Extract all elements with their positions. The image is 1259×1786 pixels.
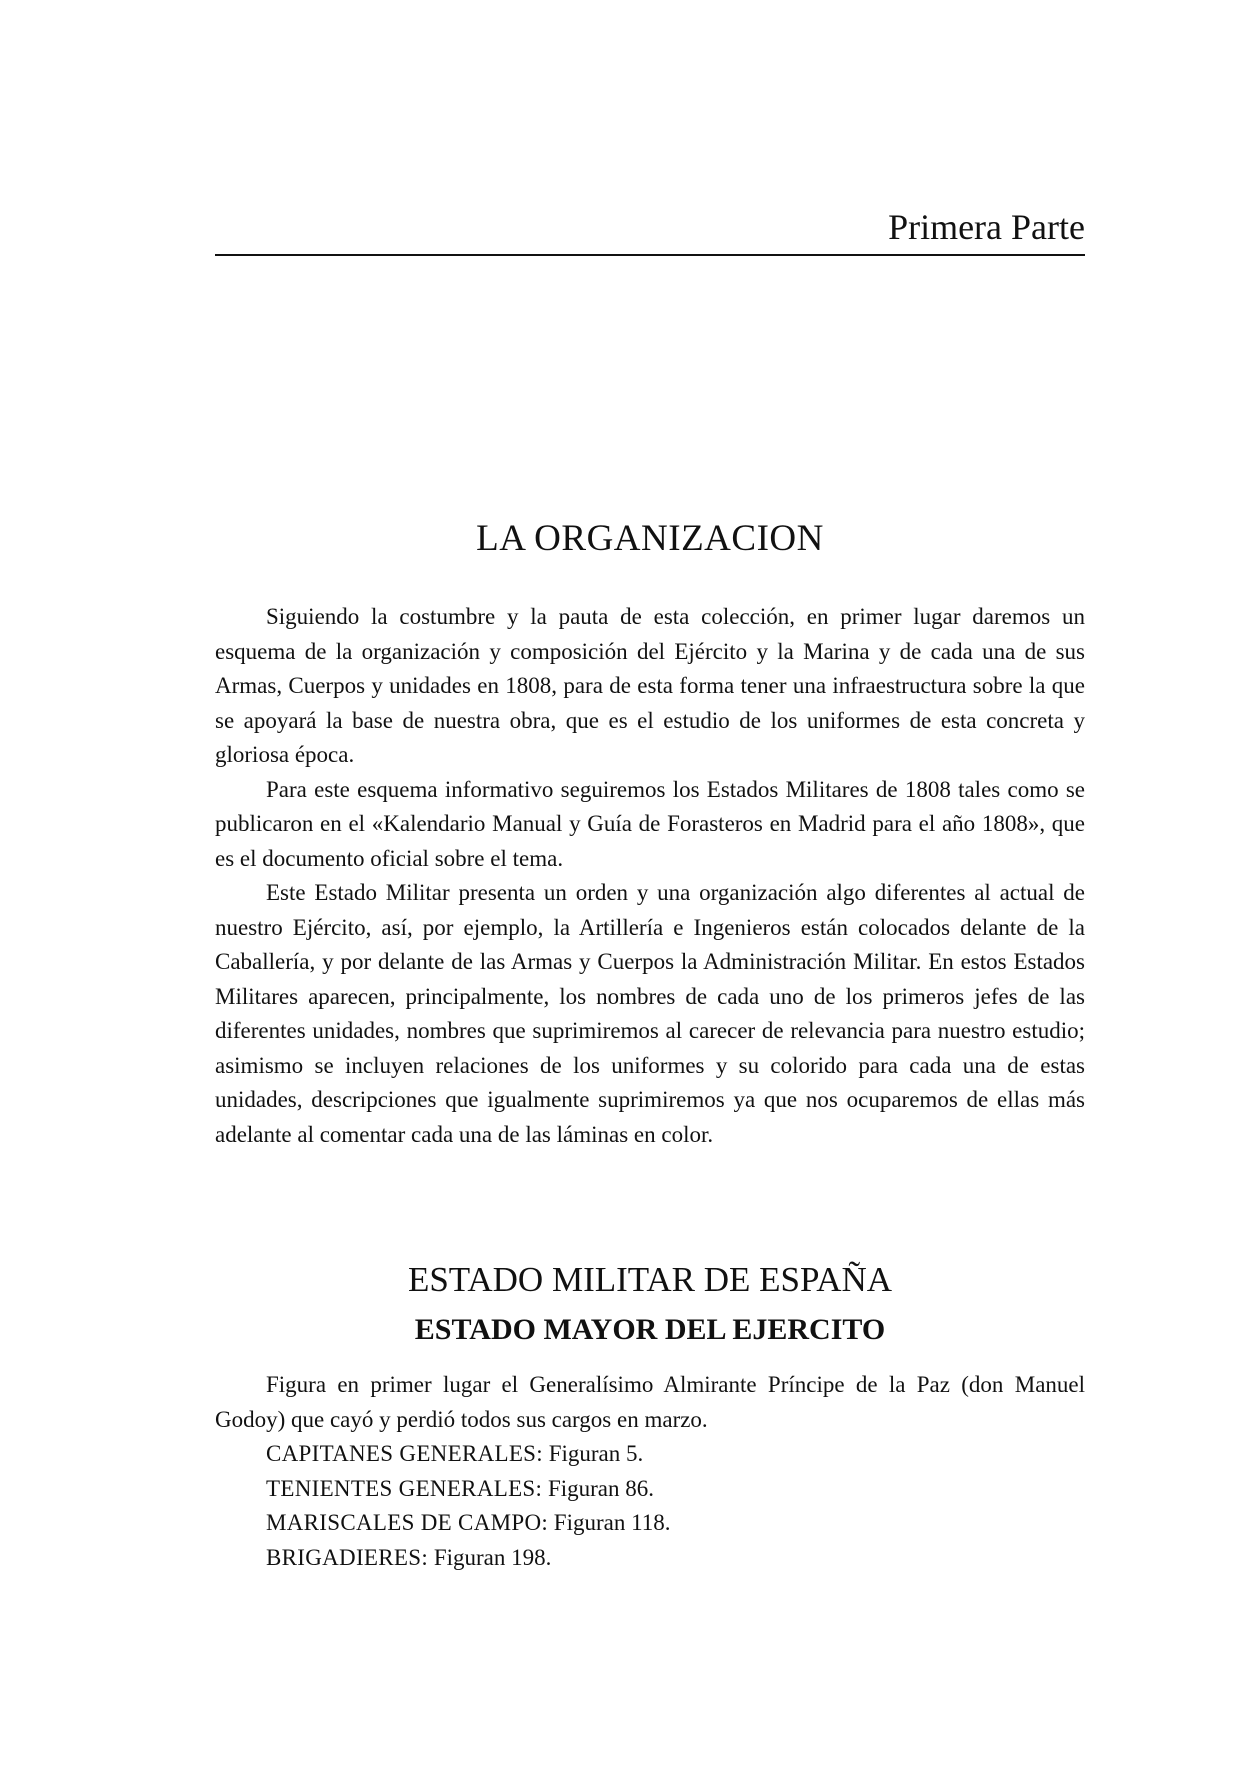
rank-item [215,1506,1085,1541]
rank-name: BRIGADIERES: [266,1544,429,1570]
intro-text [215,600,1085,1152]
rank-list [215,1437,1085,1575]
rank-item [215,1472,1085,1507]
paragraph: Para este esquema informativo seguiremos los Estados Militares de 1808 tales como se publicaron en el «Kalendario Manual y Guía de Forasteros en Madrid para el año 1808», que es el documento oficial sobre el tema. [215,776,1085,871]
rank-count: Figuran 5. [548,1441,644,1466]
rank-count: Figuran 118. [553,1510,671,1535]
rank-count: Figuran 86. [547,1475,655,1501]
rank-name: TENIENTES GENERALES: [266,1475,543,1501]
rank-name: MARISCALES DE CAMPO: [266,1510,549,1535]
header-rule [215,254,1085,256]
rank-item [215,1437,1085,1472]
rank-listing [215,1368,1085,1575]
part-title: Primera Parte [888,207,1085,247]
paragraph: Este Estado Militar presenta un orden y una organización algo diferentes al actual de nuestro Ejército, así, por ejemplo, la Artillería e Ingenieros están colocados delante de la Caballería, y por delante de las Armas y Cuerpos la Administración Militar. En estos Estados Militares aparecen, principalmente, los nombres de cada uno de los primeros jefes de las diferentes unidades, nombres que suprimiremos al carecer de relevancia para nuestro estudio; asimismo se incluyen relaciones de los uniformes y su colorido para cada una de estas unidades, descripciones que igualmente suprimiremos ya que nos ocuparemos de ellas más adelante al comentar cada una de las láminas en color. [215,880,1085,1147]
rank-item [215,1541,1085,1576]
rank-count: Figuran 198. [433,1544,552,1570]
lead-paragraph: Figura en primer lugar el Generalísimo Almirante Príncipe de la Paz (don Manuel Godoy) que cayó y perdió todos sus cargos en marzo. [215,1372,1085,1432]
rank-name: CAPITANES GENERALES: [266,1441,543,1466]
paragraph: Siguiendo la costumbre y la pauta de esta colección, en primer lugar daremos un esquema de la organización y composición del Ejército y la Marina y de cada una de sus Armas, Cuerpos y unidades en 1808, para de esta forma tener una infraestructura sobre la que se apoyará la base de nuestra obra, que es el estudio de los uniformes de esta concreta y gloriosa época. [215,604,1085,767]
estado-title: ESTADO MILITAR DE ESPAÑA [407,1260,893,1299]
section-title: LA ORGANIZACION [476,518,824,559]
estado-subtitle: ESTADO MAYOR DEL EJERCITO [414,1313,886,1346]
